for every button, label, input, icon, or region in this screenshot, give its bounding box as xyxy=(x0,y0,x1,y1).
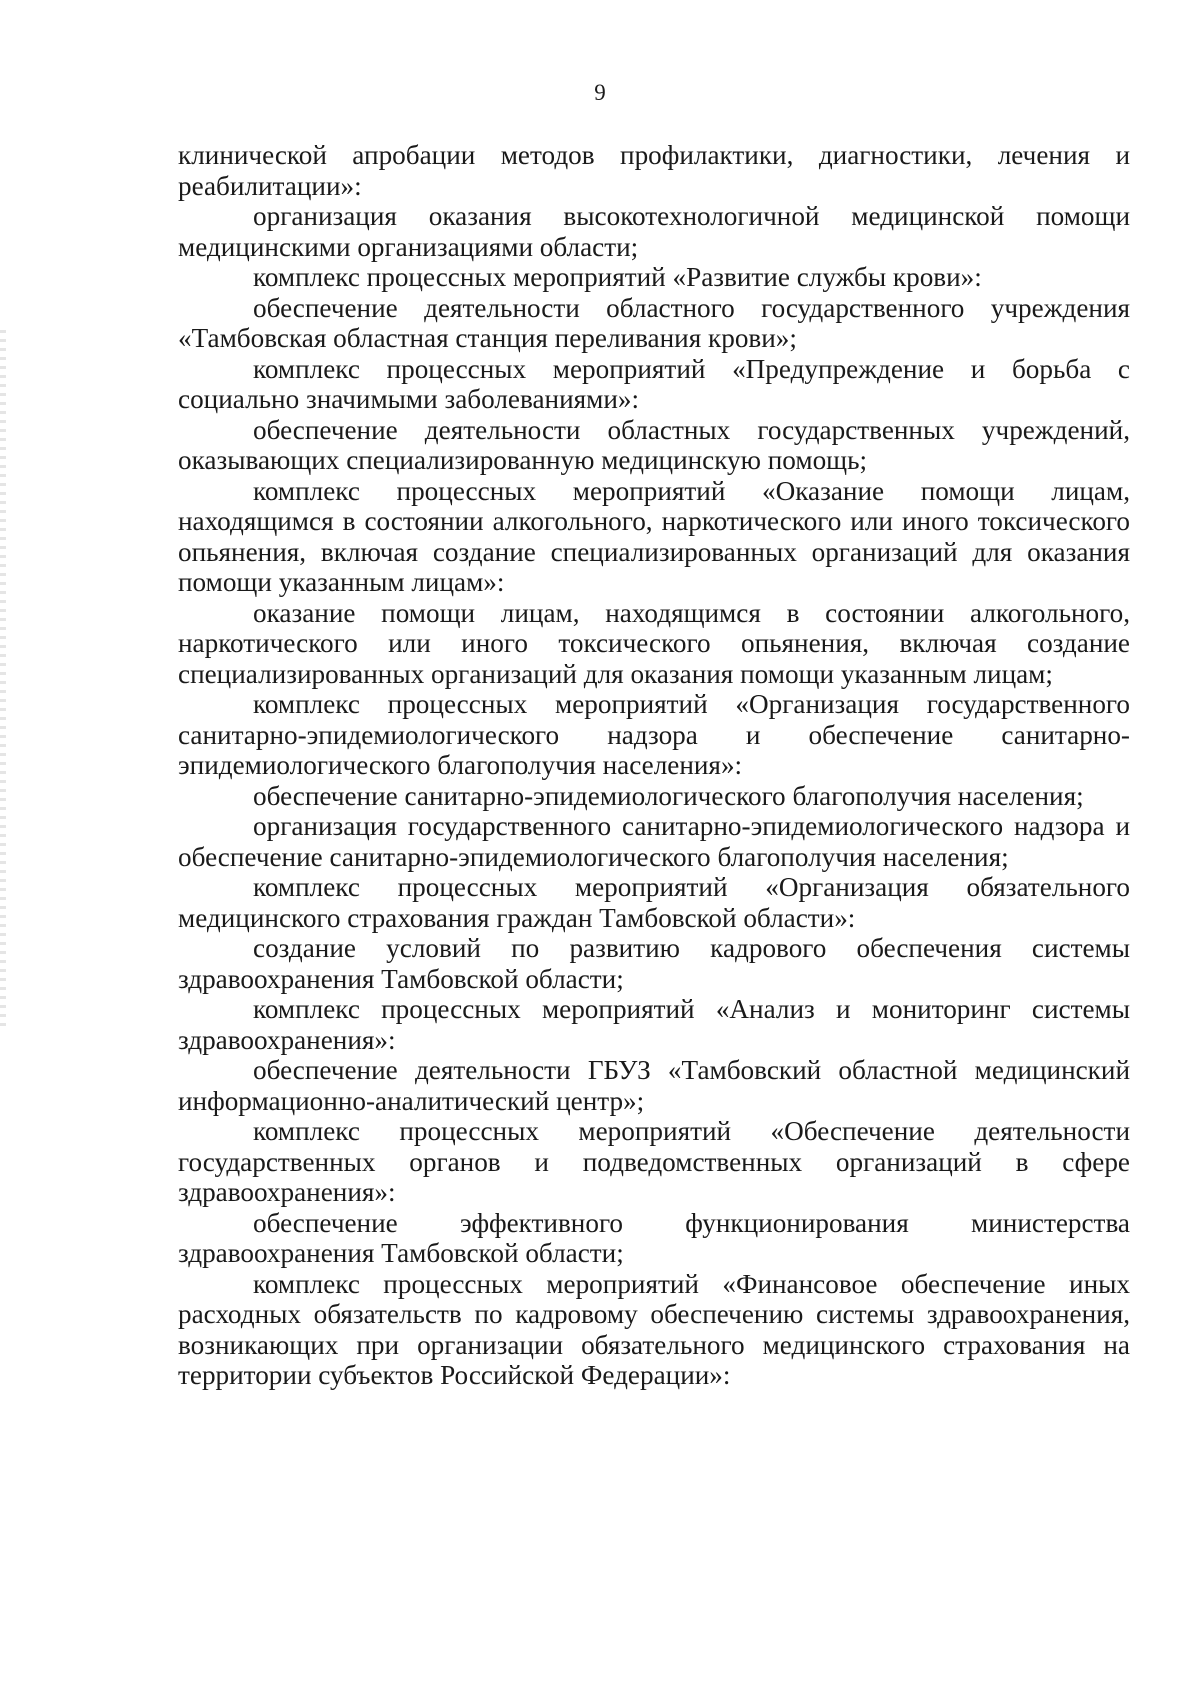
paragraph: оказание помощи лицам, находящимся в состоянии алкогольного, наркотического или иного токсического опьянения, включая создание специализированных организаций для оказания помощи указанным лицам; xyxy=(178,597,1130,689)
paragraph: комплекс процессных мероприятий «Финансовое обеспечение иных расходных обязательств по кадровому обеспечению системы здравоохранения, возникающих при организации обязательного медицинского страхования на территории субъектов Российской Федерации»: xyxy=(178,1268,1130,1390)
scan-edge-artifact xyxy=(0,330,6,1030)
paragraph: обеспечение деятельности ГБУЗ «Тамбовский областной медицинский информационно-аналитический центр»; xyxy=(178,1055,1130,1116)
paragraph: обеспечение деятельности областных государственных учреждений, оказывающих специализированную медицинскую помощь; xyxy=(178,414,1130,475)
page-number: 9 xyxy=(594,80,606,105)
document-body xyxy=(178,140,1130,1391)
paragraph: комплекс процессных мероприятий «Развитие службы крови»: xyxy=(253,262,982,292)
paragraph: комплекс процессных мероприятий «Оказание помощи лицам, находящимся в состоянии алкогольного, наркотического или иного токсического опьянения, включая создание специализированных организаций для оказания помощи указанным лицам»: xyxy=(178,475,1130,597)
paragraph: комплекс процессных мероприятий «Предупреждение и борьба с социально значимыми заболеваниями»: xyxy=(178,353,1130,414)
paragraph: комплекс процессных мероприятий «Организация обязательного медицинского страхования граждан Тамбовской области»: xyxy=(178,872,1130,933)
paragraph: обеспечение деятельности областного государственного учреждения «Тамбовская областная станция переливания крови»; xyxy=(178,292,1130,353)
paragraph: комплекс процессных мероприятий «Анализ и мониторинг системы здравоохранения»: xyxy=(178,994,1130,1055)
paragraph: организация оказания высокотехнологичной медицинской помощи медицинскими организациями области; xyxy=(178,201,1130,262)
paragraph: организация государственного санитарно-эпидемиологического надзора и обеспечение санитарно-эпидемиологического благополучия населения; xyxy=(178,811,1130,872)
paragraph: обеспечение эффективного функционирования министерства здравоохранения Тамбовской области; xyxy=(178,1207,1130,1268)
paragraph: клинической апробации методов профилактики, диагностики, лечения и реабилитации»: xyxy=(178,140,1130,201)
paragraph: комплекс процессных мероприятий «Организация государственного санитарно-эпидемиологического надзора и обеспечение санитарно-эпидемиологического благополучия населения»: xyxy=(178,689,1130,780)
paragraph: создание условий по развитию кадрового обеспечения системы здравоохранения Тамбовской области; xyxy=(178,933,1130,994)
paragraph: комплекс процессных мероприятий «Обеспечение деятельности государственных органов и подведомственных организаций в сфере здравоохранения»: xyxy=(178,1116,1130,1207)
paragraph: обеспечение санитарно-эпидемиологического благополучия населения; xyxy=(253,780,1084,811)
